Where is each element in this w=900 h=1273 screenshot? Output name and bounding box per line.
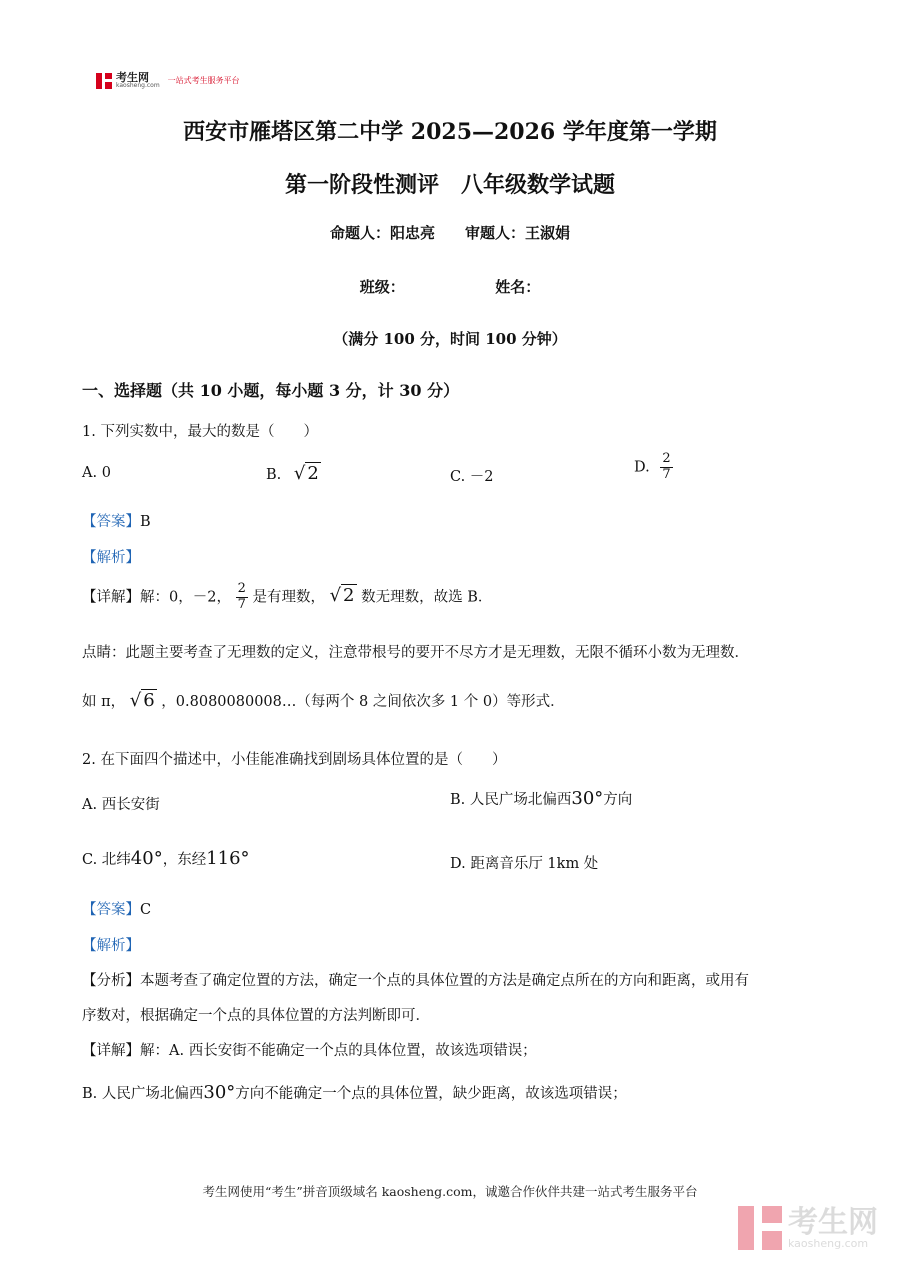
exam-title-line1: 西安市雁塔区第二中学 2025—2026 学年度第一学期 xyxy=(183,119,717,145)
q1-note: 点睛：此题主要考查了无理数的定义，注意带根号的要开不尽方才是无理数，无限不循环小数为无理数． xyxy=(82,645,749,661)
q2-analysis-tag: 【解析】 xyxy=(82,938,140,954)
brand-domain: kaosheng.com xyxy=(116,82,160,89)
exam-authors: 命题人：阳忠亮 审题人：王淑娟 xyxy=(329,224,570,242)
name-label: 姓名： xyxy=(495,278,541,296)
q1-option-b: B. √ 2 xyxy=(266,463,319,484)
q1-option-c: C. －2 xyxy=(450,469,494,485)
page-footer: 考生网使用“考生”拼音顶级域名 kaosheng.com，诚邀合作伙伴共建一站式考生服务平台 xyxy=(202,1184,698,1199)
q2-option-d: D. 距离音乐厅 1km 处 xyxy=(450,856,599,872)
q2-option-c: C. 北纬40°，东经116° xyxy=(82,848,250,869)
exam-title-line2: 第一阶段性测评 八年级数学试题 xyxy=(284,172,615,198)
q1-analysis-tag: 【解析】 xyxy=(82,550,140,566)
q2-option-b: B. 人民广场北偏西30°方向 xyxy=(450,788,633,809)
q2-option-a: A. 西长安街 xyxy=(82,797,160,813)
brand-logo-icon xyxy=(96,73,112,89)
q1-answer: 【答案】B xyxy=(82,514,151,530)
q2-analysis-line2: 序数对，根据确定一个点的具体位置的方法判断即可． xyxy=(82,1008,430,1024)
q1-stem: 1. 下列实数中，最大的数是（ ） xyxy=(82,424,318,440)
q1-example: 如 π， √ 6 ，0.8080080008…（每两个 8 之间依次多 1 个 0）等形式． xyxy=(82,690,565,711)
brand-slogan: 一站式考生服务平台 xyxy=(167,76,240,85)
watermark-logo-icon xyxy=(738,1206,782,1250)
q2-stem: 2. 在下面四个描述中，小佳能准确找到剧场具体位置的是（ ） xyxy=(82,752,507,768)
watermark-logo xyxy=(738,1206,878,1250)
q2-analysis-line1: 【分析】本题考查了确定位置的方法，确定一个点的具体位置的方法是确定点所在的方向和距离，或用有 xyxy=(82,973,749,989)
q2-detail-a: 【详解】解：A. 西长安街不能确定一个点的具体位置，故该选项错误； xyxy=(82,1043,537,1059)
q1-option-d: D. $\frac{2}{7}$ xyxy=(634,451,671,482)
brand-logo[interactable] xyxy=(96,72,240,89)
class-label: 班级： xyxy=(359,278,405,296)
score-time: （满分 100 分，时间 100 分钟） xyxy=(333,330,567,348)
q2-answer: 【答案】C xyxy=(82,902,152,918)
q2-detail-b: B. 人民广场北偏西30°方向不能确定一个点的具体位置，缺少距离，故该选项错误； xyxy=(82,1082,627,1103)
q1-option-a: A. 0 xyxy=(82,465,111,481)
q1-detail: 【详解】解：0，－2， $\frac{2}{7}$ 是有理数， √ 2 数无理数，故选 B． xyxy=(82,581,493,612)
student-info-row xyxy=(0,276,900,297)
watermark-domain: kaosheng.com xyxy=(788,1236,869,1250)
brand-name: 考生网 xyxy=(116,71,149,84)
watermark-name: 考生网 xyxy=(788,1204,878,1240)
section-heading: 一、选择题（共 10 小题，每小题 3 分，计 30 分） xyxy=(82,381,460,400)
